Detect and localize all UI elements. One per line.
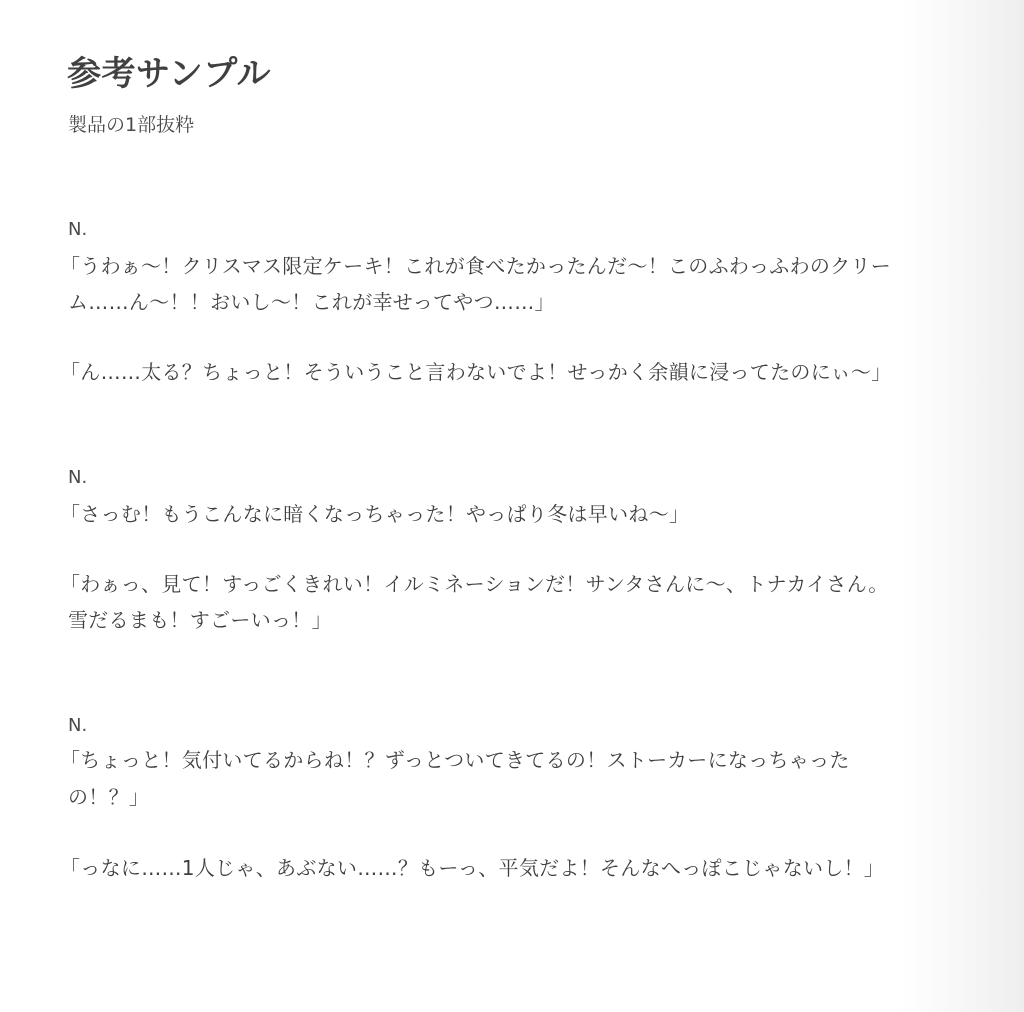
- page-title: 参考サンプル: [67, 54, 271, 94]
- scene-1-line-2: ム……ん〜！！おいし〜！これが幸せってやつ……」: [68, 290, 555, 314]
- scene-3-speaker: N.: [68, 715, 88, 736]
- scene-3-line-3: 「っなに……1人じゃ、あぶない……？もーっ、平気だよ！そんなへっぽこじゃないし！」: [60, 856, 885, 880]
- scene-1-line-3: 「ん……太る？ちょっと！そういうこと言わないでよ！せっかく余韻に浸ってたのにぃ〜」: [60, 360, 892, 384]
- scene-1-speaker: N.: [68, 219, 88, 240]
- scene-3-line-2: の！？」: [68, 785, 150, 809]
- page-subtitle: 製品の1部抜粋: [68, 114, 195, 136]
- scene-2-line-3: 雪だるまも！すごーいっ！」: [68, 608, 332, 632]
- scene-3-line-1: 「ちょっと！気付いてるからね！？ずっとついてきてるの！ストーカーになっちゃった: [60, 748, 850, 772]
- scene-2-line-1: 「さっむ！もうこんなに暗くなっちゃった！やっぱり冬は早いね〜」: [60, 502, 690, 526]
- scene-2-line-2: 「わぁっ、見て！すっごくきれい！イルミネーションだ！サンタさんに〜、トナカイさん。: [60, 572, 889, 596]
- scene-1-line-1: 「うわぁ〜！クリスマス限定ケーキ！これが食べたかったんだ〜！このふわっふわのクリー: [60, 254, 892, 278]
- scene-2-speaker: N.: [68, 467, 88, 488]
